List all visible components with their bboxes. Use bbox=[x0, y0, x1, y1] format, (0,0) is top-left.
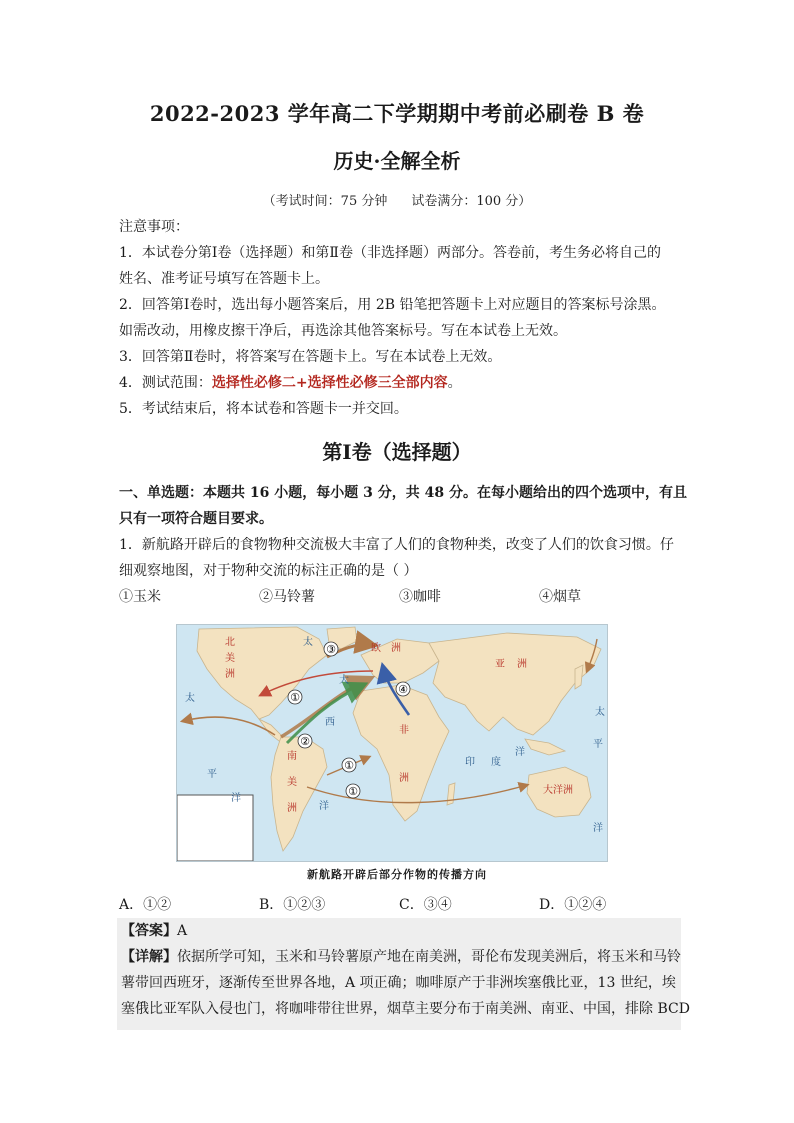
label-zhou-af: 洲 bbox=[399, 773, 409, 784]
label-ou: 欧 bbox=[371, 643, 381, 654]
label-yang-ind: 洋 bbox=[515, 747, 525, 758]
label-mei: 美 bbox=[225, 653, 235, 664]
label-mei-s: 美 bbox=[287, 777, 297, 788]
notes-heading: 注意事项： bbox=[119, 219, 189, 235]
notes-block bbox=[119, 214, 679, 422]
label-fei: 非 bbox=[399, 725, 409, 736]
question-stem: 细观察地图，对于物种交流的标注正确的是（ ） bbox=[119, 563, 418, 579]
question-stem: 1．新航路开辟后的食物物种交流极大丰富了人们的食物种类，改变了人们的饮食习惯。仔 bbox=[119, 537, 674, 553]
label-yang-atl: 洋 bbox=[319, 801, 329, 812]
marker-1-north bbox=[288, 690, 302, 704]
instruction-line: 只有一项符合题目要求。 bbox=[119, 511, 273, 527]
answer-explanation-box bbox=[117, 918, 690, 1030]
answer-label: 【答案】 bbox=[121, 923, 177, 939]
map-caption: 新航路开辟后部分作物的传播方向 bbox=[307, 868, 487, 881]
marker-1-indian bbox=[346, 784, 360, 798]
label-yin: 印 bbox=[465, 757, 475, 768]
section-title: 第Ⅰ卷（选择题） bbox=[322, 440, 472, 464]
map-inset-box bbox=[177, 795, 253, 861]
scope-highlight: 选择性必修二+选择性必修三全部内容 bbox=[211, 375, 448, 391]
marker-2 bbox=[298, 734, 312, 748]
svg-text:①: ① bbox=[348, 785, 358, 798]
label-nan: 南 bbox=[287, 751, 297, 762]
label-zhou-as: 洲 bbox=[517, 659, 527, 670]
label-tai-e: 太 bbox=[595, 707, 605, 718]
scope-prefix: 4．测试范围： bbox=[119, 375, 212, 391]
instruction-line: 一、单选题：本题共 16 小题，每小题 3 分，共 48 分。在每小题给出的四个选项中，有且 bbox=[119, 485, 687, 501]
label-ping-w: 平 bbox=[207, 769, 217, 780]
item-corn: ①玉米 bbox=[119, 589, 161, 605]
label-ya: 亚 bbox=[495, 659, 505, 670]
page-title: 2022-2023 学年高二下学期期中考前必刷卷 B 卷 bbox=[149, 101, 645, 126]
scope-suffix: 。 bbox=[447, 375, 462, 391]
item-coffee: ③咖啡 bbox=[399, 589, 441, 605]
world-map-svg bbox=[177, 625, 607, 861]
choice-c: C．③④ bbox=[399, 897, 452, 913]
crop-spread-map bbox=[176, 624, 608, 862]
question-block bbox=[119, 480, 687, 610]
southeast-asia-islands bbox=[525, 739, 565, 755]
svg-text:②: ② bbox=[300, 735, 310, 748]
choice-b: B．①②③ bbox=[259, 897, 326, 913]
note-line-scope bbox=[119, 370, 679, 396]
answer-value: A bbox=[177, 923, 188, 939]
question-items bbox=[119, 584, 679, 610]
answer-line bbox=[121, 918, 677, 944]
svg-text:①: ① bbox=[290, 691, 300, 704]
exam-meta bbox=[0, 190, 794, 209]
label-bei: 北 bbox=[225, 637, 235, 648]
label-zhou-eu: 洲 bbox=[391, 643, 401, 654]
label-du: 度 bbox=[491, 757, 501, 768]
note-line: 3．回答第Ⅱ卷时，将答案写在答题卡上。写在本试卷上无效。 bbox=[119, 349, 502, 365]
exam-score: 试卷满分：100 分） bbox=[411, 194, 532, 209]
svg-text:①: ① bbox=[344, 759, 354, 772]
choice-d: D．①②④ bbox=[539, 897, 607, 913]
label-xi: 西 bbox=[325, 717, 335, 728]
label-da: 大 bbox=[339, 675, 349, 686]
note-line: 2．回答第Ⅰ卷时，选出每小题答案后，用 2B 铅笔把答题卡上对应题目的答案标号涂黑。 bbox=[119, 297, 666, 313]
japan-shape bbox=[575, 665, 583, 689]
label-yang-e: 洋 bbox=[593, 823, 603, 834]
label-zhou: 洲 bbox=[225, 669, 235, 680]
detail-text: 依据所学可知，玉米和马铃薯原产地在南美洲，哥伦布发现美洲后，将玉米和马铃 bbox=[177, 949, 681, 965]
label-yang-w: 洋 bbox=[231, 793, 241, 804]
exam-time: （考试时间：75 分钟 bbox=[262, 194, 388, 209]
choice-a: A．①② bbox=[119, 897, 172, 913]
note-line: 姓名、准考证号填写在答题卡上。 bbox=[119, 271, 329, 287]
madagascar-shape bbox=[447, 783, 455, 805]
marker-3 bbox=[324, 642, 338, 656]
detail-label: 【详解】 bbox=[121, 949, 177, 965]
note-line: 1．本试卷分第Ⅰ卷（选择题）和第Ⅱ卷（非选择题）两部分。答卷前，考生务必将自己的 bbox=[119, 245, 661, 261]
marker-4 bbox=[396, 682, 410, 696]
note-line: 如需改动，用橡皮擦干净后，再选涂其他答案标号。写在本试卷上无效。 bbox=[119, 323, 567, 339]
label-ping-e: 平 bbox=[593, 739, 603, 750]
detail-line: 塞俄比亚军队入侵也门，将咖啡带往世界，烟草主要分布于南美洲、南亚、中国，排除 BCD bbox=[121, 1001, 690, 1017]
note-line: 5．考试结束后，将本试卷和答题卡一并交回。 bbox=[119, 401, 408, 417]
item-tobacco: ④烟草 bbox=[539, 589, 581, 605]
marker-1-africa bbox=[342, 758, 356, 772]
label-aus: 大洋洲 bbox=[543, 785, 573, 796]
svg-text:③: ③ bbox=[326, 643, 336, 656]
answer-choices bbox=[119, 892, 679, 918]
detail-line: 薯带回西班牙，逐渐传至世界各地，A 项正确；咖啡原产于非洲埃塞俄比亚，13 世纪，埃 bbox=[121, 975, 676, 991]
south-america-shape bbox=[271, 737, 327, 851]
label-tai-w: 太 bbox=[185, 693, 195, 704]
detail-line bbox=[121, 944, 681, 970]
label-zhou-s: 洲 bbox=[287, 803, 297, 814]
page-subtitle: 历史·全解全析 bbox=[333, 149, 461, 173]
label-tai-n: 太 bbox=[303, 637, 313, 648]
svg-text:④: ④ bbox=[398, 683, 408, 696]
item-potato: ②马铃薯 bbox=[259, 589, 315, 605]
